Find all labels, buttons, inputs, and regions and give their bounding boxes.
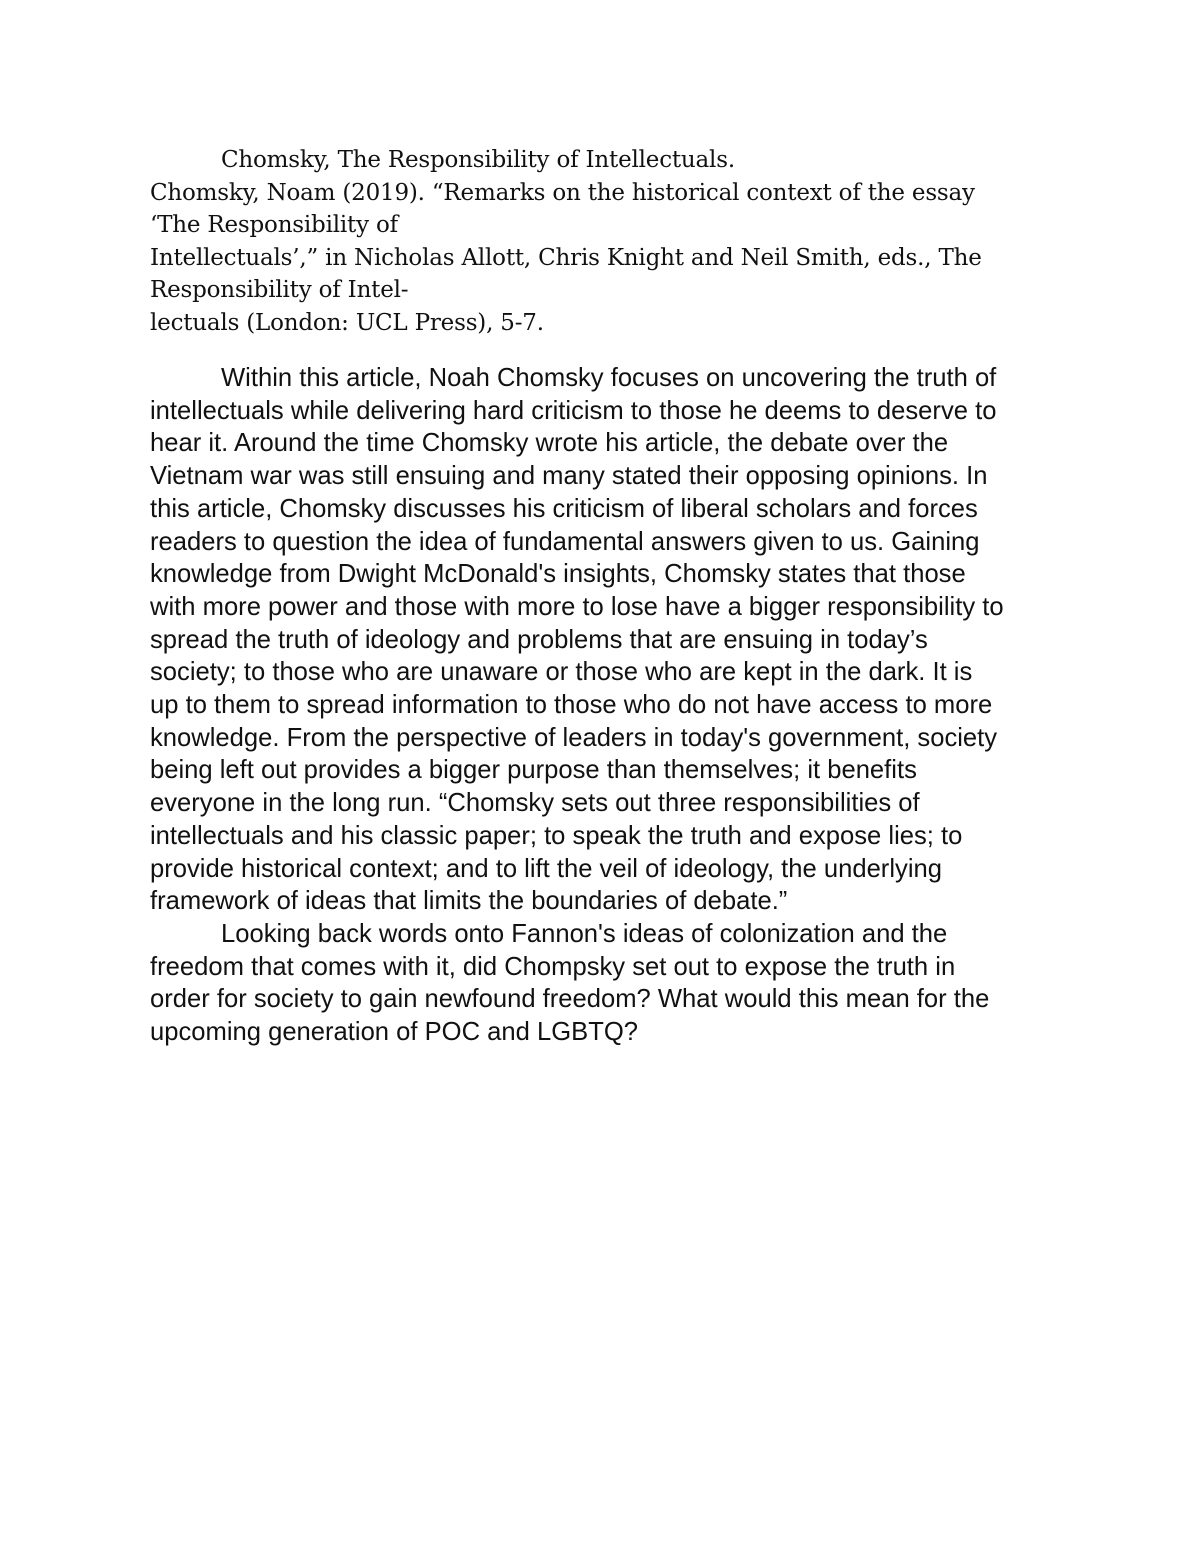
paragraph-1	[150, 362, 1070, 918]
paragraph-line: up to them to spread information to those who do not have access to more	[150, 691, 993, 720]
paragraph-line: hear it. Around the time Chomsky wrote his article, the debate over the	[150, 429, 949, 458]
body-text	[150, 362, 1070, 1049]
paragraph-line: Vietnam war was still ensuing and many stated their opposing opinions. In	[150, 462, 988, 491]
paragraph-line: Looking back words onto Fannon's ideas of colonization and the	[221, 919, 948, 948]
paragraph-line: provide historical context; and to lift the veil of ideology, the underlying	[150, 854, 942, 883]
paragraph-line: with more power and those with more to lose have a bigger responsibility to	[150, 592, 1004, 621]
paragraph-line: upcoming generation of POC and LGBTQ?	[150, 1018, 638, 1047]
paragraph-line: society; to those who are unaware or those who are kept in the dark. It is	[150, 658, 973, 687]
paragraph-line: knowledge from Dwight McDonald's insights, Chomsky states that those	[150, 560, 966, 589]
paragraph-line: everyone in the long run. “Chomsky sets out three responsibilities of	[150, 789, 920, 818]
citation-line: ‘The Responsibility of	[150, 212, 398, 239]
paragraph-line: freedom that comes with it, did Chompsky set out to expose the truth in	[150, 952, 956, 981]
paragraph-line: intellectuals while delivering hard criticism to those he deems to deserve to	[150, 396, 997, 425]
citation-line: Responsibility of Intel-	[150, 277, 409, 304]
paragraph-line: Within this article, Noah Chomsky focuses on uncovering the truth of	[221, 364, 997, 392]
paragraph-line: being left out provides a bigger purpose than themselves; it benefits	[150, 756, 917, 785]
paragraph-line: knowledge. From the perspective of leaders in today's government, society	[150, 723, 998, 752]
paragraph-line: intellectuals and his classic paper; to speak the truth and expose lies; to	[150, 821, 963, 850]
citation-line: Intellectuals’,” in Nicholas Allott, Chris Knight and Neil Smith, eds., The	[150, 244, 982, 271]
citation-title-line: Chomsky, The Responsibility of Intellectuals.	[221, 147, 735, 173]
paragraph-2	[150, 918, 1070, 1049]
paragraph-line: this article, Chomsky discusses his criticism of liberal scholars and forces	[150, 494, 978, 523]
paragraph-line: spread the truth of ideology and problems that are ensuing in today’s	[150, 625, 928, 654]
paragraph-line: readers to question the idea of fundamental answers given to us. Gaining	[150, 527, 980, 556]
paragraph-line: framework of ideas that limits the boundaries of debate.”	[150, 887, 788, 916]
citation-line: Chomsky, Noam (2019). “Remarks on the historical context of the essay	[150, 179, 975, 206]
citation-line: lectuals (London: UCL Press), 5-7.	[150, 309, 544, 336]
citation-block	[150, 144, 1090, 340]
paragraph-line: order for society to gain newfound freedom? What would this mean for the	[150, 985, 990, 1014]
